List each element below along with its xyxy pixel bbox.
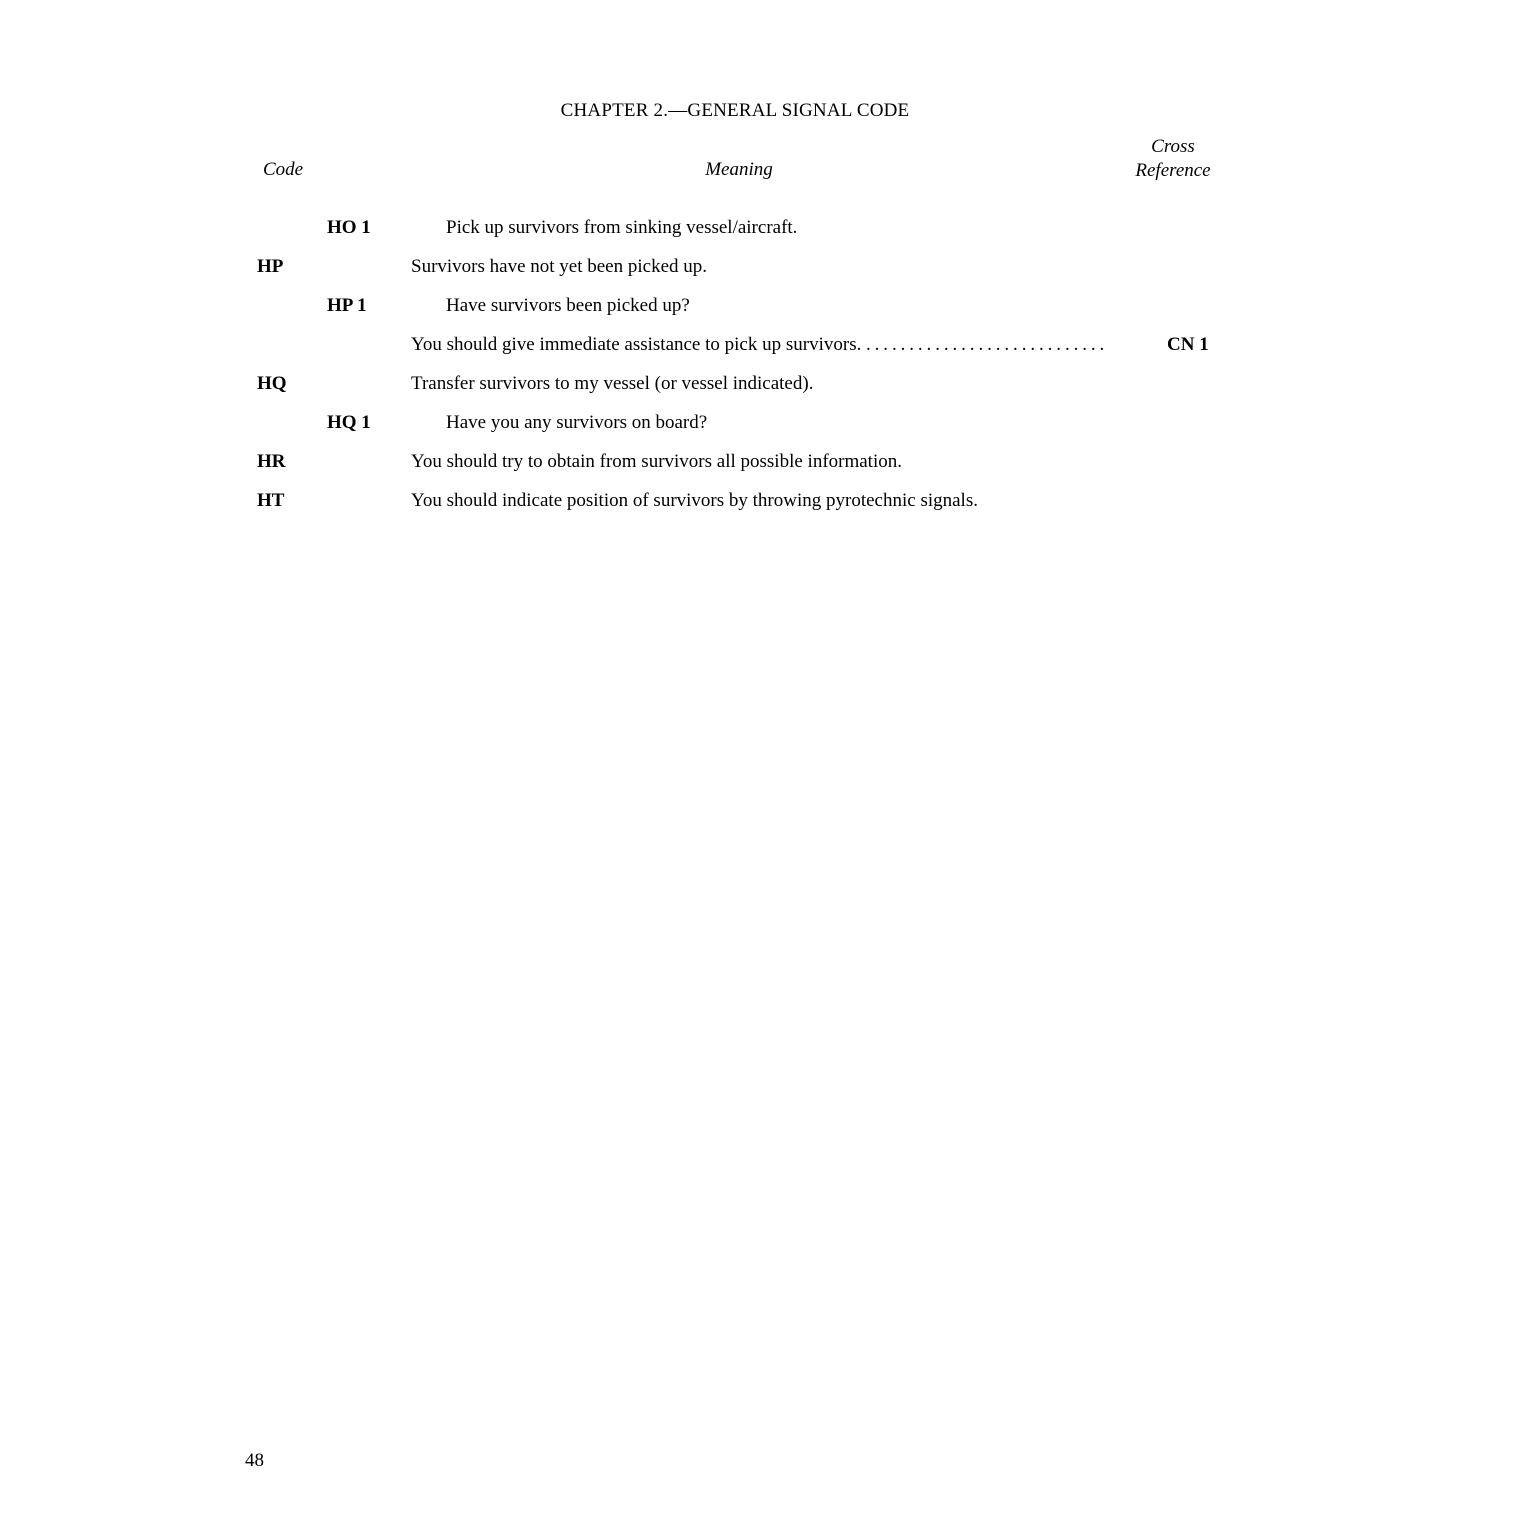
table-row [0,217,1540,247]
column-header-cross-reference-line2: Reference [1135,160,1211,181]
table-row [0,256,1540,286]
column-header-cross-reference [1120,135,1226,183]
signal-subcode: HQ 1 [327,412,371,433]
signal-code: HP [257,256,284,277]
table-row [0,334,1540,364]
dot-leader: ............................ [866,334,1109,355]
column-header-cross-reference-line1: Cross [1151,136,1195,157]
signal-meaning: Survivors have not yet been picked up. [411,256,708,277]
signal-meaning: You should indicate position of survivors by throwing pyrotechnic signals. [411,490,978,511]
table-row [0,451,1540,481]
table-row [0,373,1540,403]
signal-code: HQ [257,373,287,394]
signal-meaning: Transfer survivors to my vessel (or vessel indicated). [411,373,814,394]
signal-meaning: You should try to obtain from survivors all possible information. [411,451,902,472]
table-row [0,412,1540,442]
signal-meaning: Pick up survivors from sinking vessel/aircraft. [446,217,798,238]
table-row [0,295,1540,325]
table-row [0,490,1540,520]
signal-subcode: HO 1 [327,217,371,238]
column-header-code: Code [263,159,304,180]
page-number: 48 [245,1450,264,1471]
signal-code: HR [257,451,286,472]
signal-meaning: You should give immediate assistance to pick up survivors. [411,334,862,355]
signal-subcode: HP 1 [327,295,367,316]
signal-meaning: Have you any survivors on board? [446,412,708,433]
page-title: CHAPTER 2.—GENERAL SIGNAL CODE [560,100,910,121]
cross-reference: CN 1 [1167,334,1209,355]
column-header-meaning: Meaning [705,159,773,180]
signal-meaning: Have survivors been picked up? [446,295,690,316]
signal-code: HT [257,490,285,511]
